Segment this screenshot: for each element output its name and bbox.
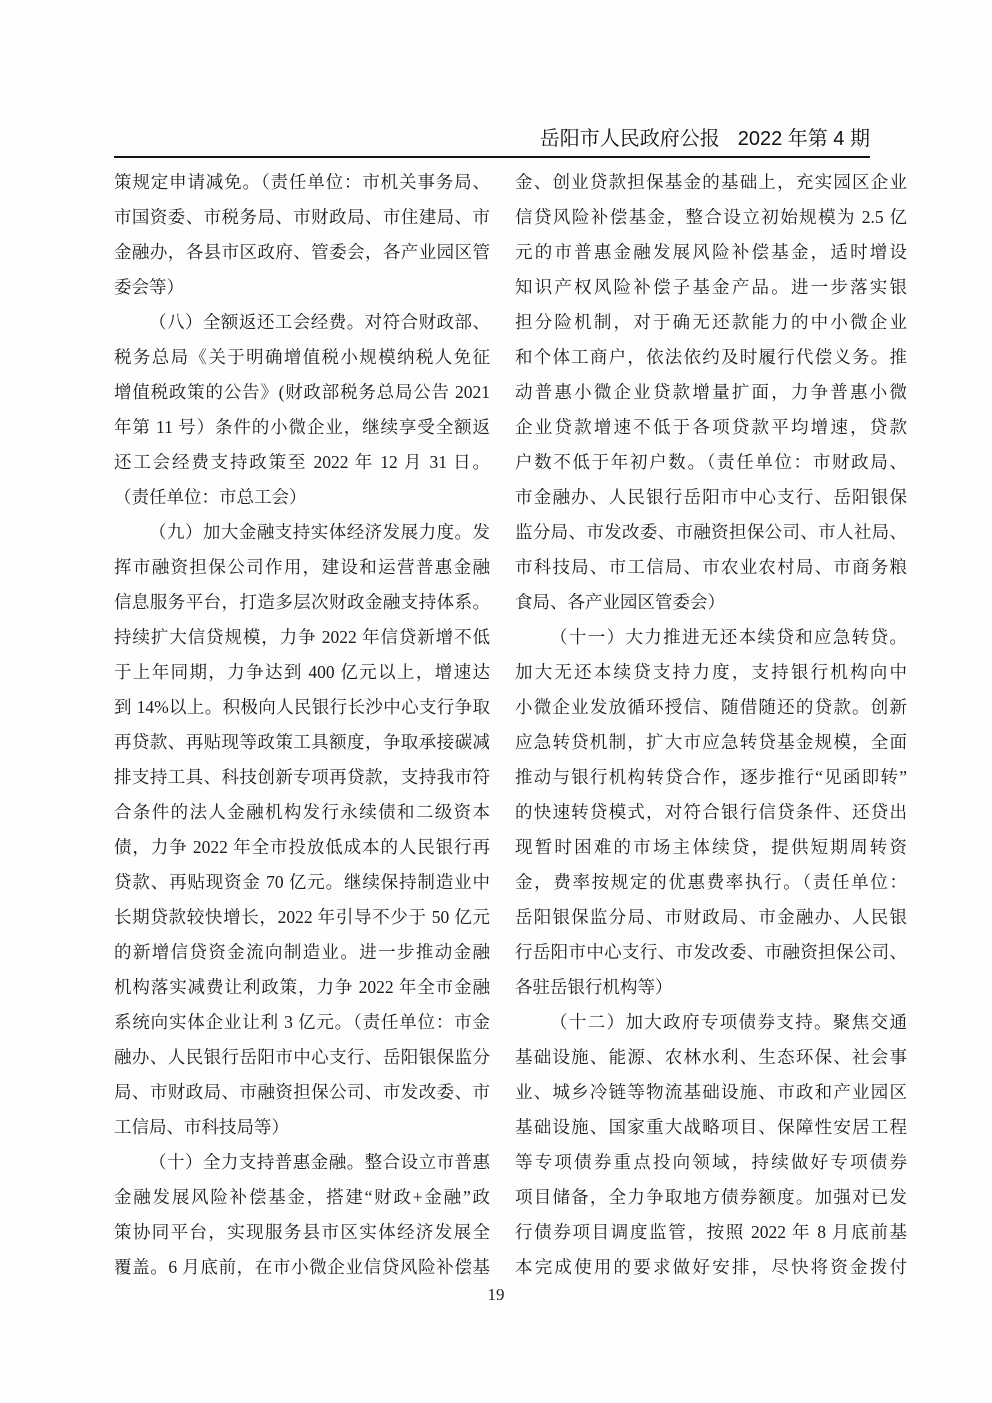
text-line: 合条件的法人金融机构发行永续债和二级资本	[114, 802, 490, 822]
text-line: 债，力争 2022 年全市投放低成本的人民银行再	[114, 837, 490, 857]
page-header	[114, 127, 870, 151]
text-line: 担分险机制，对于确无还款能力的中小微企业	[515, 312, 907, 332]
text-line: 挥市融资担保公司作用，建设和运营普惠金融	[114, 557, 490, 577]
text-line: （责任单位：市总工会）	[114, 487, 307, 507]
text-line: 基础设施、能源、农林水利、生态环保、社会事	[515, 1047, 907, 1067]
text-line: 金融办，各县市区政府、管委会，各产业园区管	[114, 242, 490, 262]
text-line: 应急转贷机制，扩大市应急转贷基金规模，全面	[515, 732, 907, 752]
text-line: （十）全力支持普惠金融。整合设立市普惠	[149, 1152, 490, 1172]
text-line: 和个体工商户，依法依约及时履行代偿义务。推	[515, 347, 907, 367]
text-line: 企业贷款增速不低于各项贷款平均增速，贷款	[515, 417, 907, 437]
text-line: 小微企业发放循环授信、随借随还的贷款。创新	[515, 697, 907, 717]
text-line: 现暂时困难的市场主体续贷，提供短期周转资	[515, 837, 907, 857]
text-line: 增值税政策的公告》(财政部税务总局公告 2021	[114, 382, 490, 402]
text-line: 市国资委、市税务局、市财政局、市住建局、市	[114, 207, 490, 227]
text-line: 岳阳银保监分局、市财政局、市金融办、人民银	[515, 907, 907, 927]
text-line: 于上年同期，力争达到 400 亿元以上，增速达	[114, 662, 490, 682]
text-line: （九）加大金融支持实体经济发展力度。发	[149, 522, 490, 542]
text-line: 金、创业贷款担保基金的基础上，充实园区企业	[515, 172, 907, 192]
text-line: 税务总局《关于明确增值税小规模纳税人免征	[114, 347, 490, 367]
text-line: （十一）大力推进无还本续贷和应急转贷。	[550, 627, 907, 647]
text-line: 金，费率按规定的优惠费率执行。（责任单位：	[515, 872, 907, 892]
text-line: 再贷款、再贴现等政策工具额度，争取承接碳减	[114, 732, 490, 752]
text-line: 加大无还本续贷支持力度，支持银行机构向中	[515, 662, 907, 682]
text-line: 机构落实减费让利政策，力争 2022 年全市金融	[114, 977, 490, 997]
text-line: 知识产权风险补偿子基金产品。进一步落实银	[515, 277, 907, 297]
text-line: 监分局、市发改委、市融资担保公司、市人社局、	[515, 522, 907, 542]
text-line: 户数不低于年初户数。（责任单位：市财政局、	[515, 452, 907, 472]
text-line: （十二）加大政府专项债券支持。聚焦交通	[550, 1012, 907, 1032]
text-line: 到 14%以上。积极向人民银行长沙中心支行争取	[114, 697, 490, 717]
text-line: 策规定申请减免。（责任单位：市机关事务局、	[114, 172, 490, 192]
text-line: 等专项债券重点投向领域，持续做好专项债券	[515, 1152, 907, 1172]
text-line: 基础设施、国家重大战略项目、保障性安居工程	[515, 1117, 907, 1137]
page-number: 19	[487, 1285, 505, 1304]
text-line: 还工会经费支持政策至 2022 年 12 月 31 日。	[114, 452, 490, 472]
text-line: 贷款、再贴现资金 70 亿元。继续保持制造业中	[114, 872, 490, 892]
gazette-issue: 2022 年第 4 期	[737, 128, 870, 150]
text-line: 各驻岳银行机构等）	[515, 977, 673, 997]
text-line: 的新增信贷资金流向制造业。进一步推动金融	[114, 942, 490, 962]
text-line: 元的市普惠金融发展风险补偿基金，适时增设	[515, 242, 907, 262]
text-line: 覆盖。6 月底前，在市小微企业信贷风险补偿基	[114, 1257, 490, 1277]
text-line: 行债券项目调度监管，按照 2022 年 8 月底前基	[515, 1222, 907, 1242]
text-line: 信贷风险补偿基金，整合设立初始规模为 2.5 亿	[515, 207, 907, 227]
text-line: 局、市财政局、市融资担保公司、市发改委、市	[114, 1082, 490, 1102]
header-rule	[114, 156, 870, 158]
text-line: （八）全额返还工会经费。对符合财政部、	[149, 312, 490, 332]
text-line: 的快速转贷模式，对符合银行信贷条件、还贷出	[515, 802, 907, 822]
text-line: 信息服务平台，打造多层次财政金融支持体系。	[114, 592, 490, 612]
gazette-title: 岳阳市人民政府公报	[539, 128, 720, 150]
text-line: 长期贷款较快增长，2022 年引导不少于 50 亿元	[114, 907, 490, 927]
text-line: 市科技局、市工信局、市农业农村局、市商务粮	[515, 557, 907, 577]
text-line: 食局、各产业园区管委会）	[515, 592, 725, 612]
left-column	[114, 165, 490, 1285]
text-line: 推动与银行机构转贷合作，逐步推行“见函即转”	[515, 767, 907, 787]
text-line: 行岳阳市中心支行、市发改委、市融资担保公司、	[515, 942, 907, 962]
text-line: 年第 11 号）条件的小微企业，继续享受全额返	[114, 417, 490, 437]
right-column	[515, 165, 907, 1285]
text-line: 策协同平台，实现服务县市区实体经济发展全	[114, 1222, 490, 1242]
text-line: 业、城乡冷链等物流基础设施、市政和产业园区	[515, 1082, 907, 1102]
text-line: 系统向实体企业让利 3 亿元。（责任单位：市金	[114, 1012, 490, 1032]
text-line: 持续扩大信贷规模，力争 2022 年信贷新增不低	[114, 627, 490, 647]
text-line: 融办、人民银行岳阳市中心支行、岳阳银保监分	[114, 1047, 490, 1067]
text-line: 金融发展风险补偿基金，搭建“财政+金融”政	[114, 1187, 490, 1207]
text-line: 本完成使用的要求做好安排，尽快将资金拨付	[515, 1257, 907, 1277]
text-line: 工信局、市科技局等）	[114, 1117, 289, 1137]
text-line: 项目储备，全力争取地方债券额度。加强对已发	[515, 1187, 907, 1207]
text-line: 委会等）	[114, 277, 184, 297]
text-line: 排支持工具、科技创新专项再贷款，支持我市符	[114, 767, 490, 787]
text-line: 市金融办、人民银行岳阳市中心支行、岳阳银保	[515, 487, 907, 507]
text-line: 动普惠小微企业贷款增量扩面，力争普惠小微	[515, 382, 907, 402]
